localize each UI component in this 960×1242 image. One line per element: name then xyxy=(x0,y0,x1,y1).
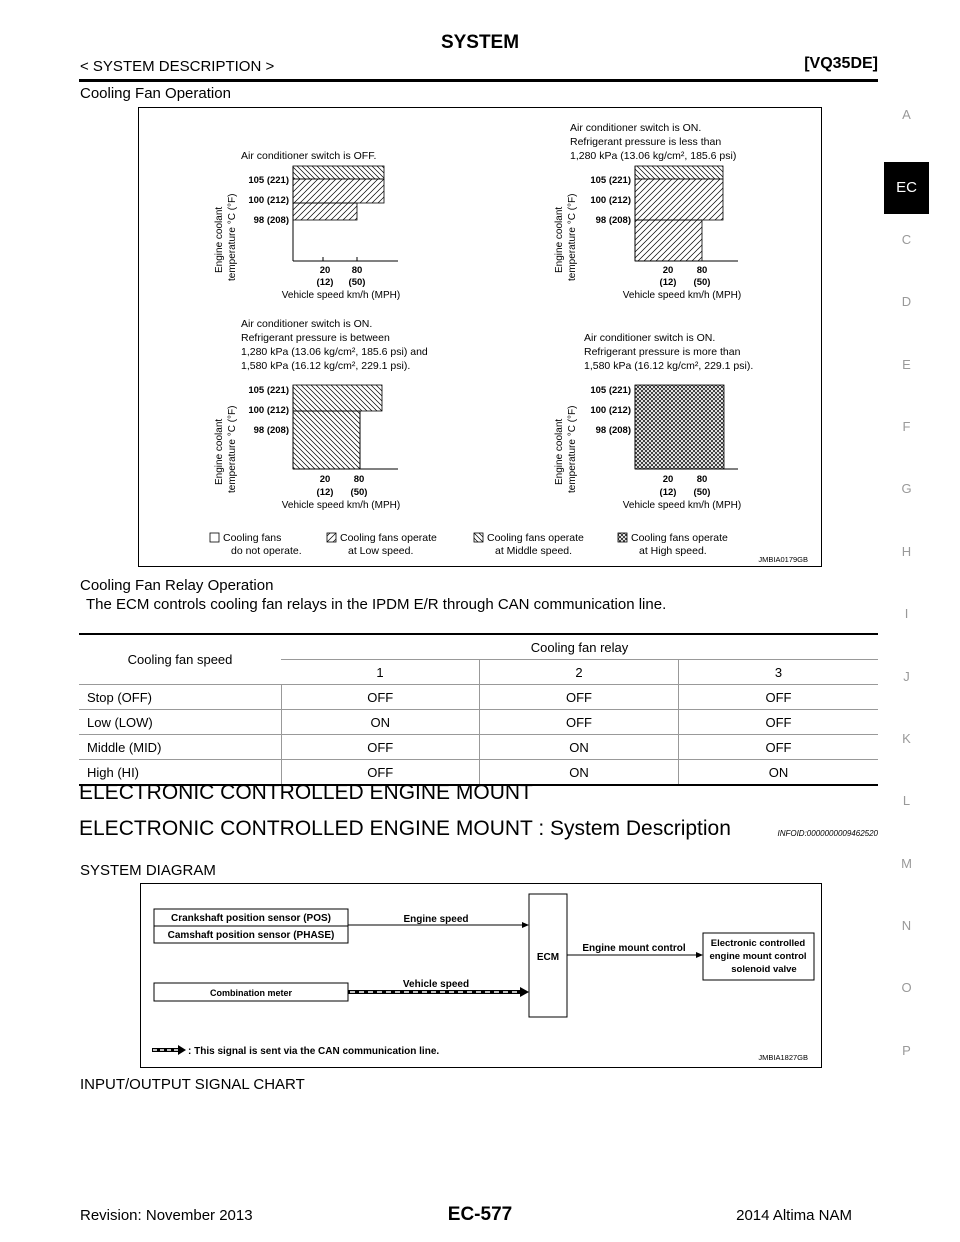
section-subheading-system-description: ELECTRONIC CONTROLLED ENGINE MOUNT : System Description xyxy=(79,817,731,840)
legend-swatch-high xyxy=(618,533,627,542)
legend-label: Cooling fans operate xyxy=(340,532,437,544)
table-row xyxy=(79,710,878,735)
legend-label: at High speed. xyxy=(639,545,707,557)
chart2-mid-band xyxy=(635,166,723,179)
footer-revision: Revision: November 2013 xyxy=(80,1207,253,1224)
chart3-xlabel: Vehicle speed km/h (MPH) xyxy=(281,500,401,511)
sidebar-item[interactable]: H xyxy=(901,543,912,559)
sidebar-item[interactable]: M xyxy=(901,855,912,871)
cam-sensor-label: Camshaft position sensor (PHASE) xyxy=(167,930,335,941)
chart3-caption: Refrigerant pressure is between xyxy=(241,332,390,344)
table-header-relay-num: 1 xyxy=(281,660,480,685)
table-cell: OFF xyxy=(480,710,679,735)
sidebar-index xyxy=(884,100,929,1098)
chart4-caption: 1,580 kPa (16.12 kg/cm², 229.1 psi). xyxy=(584,360,754,372)
chart3-caption: 1,280 kPa (13.06 kg/cm², 185.6 psi) and xyxy=(241,346,428,358)
crank-sensor-label: Crankshaft position sensor (POS) xyxy=(170,913,332,924)
chart4-ytick: 98 (208) xyxy=(595,425,631,436)
chart4-ytick: 100 (212) xyxy=(590,405,631,416)
info-id: INFOID:0000000009462520 xyxy=(777,829,878,838)
system-diagram xyxy=(140,883,822,1068)
chart3-ylabel: temperature °C (°F) xyxy=(227,405,238,493)
sidebar-item[interactable]: L xyxy=(902,793,911,809)
chart2-caption: Air conditioner switch is ON. xyxy=(570,122,702,134)
chart3-mid-upper xyxy=(293,385,382,411)
chart4-caption: Air conditioner switch is ON. xyxy=(584,332,716,344)
table-cell: OFF xyxy=(679,735,879,760)
sidebar-item-active[interactable]: EC xyxy=(884,162,929,214)
section-heading-relay-operation: Cooling Fan Relay Operation xyxy=(80,577,274,594)
chart4-xtick: 80 xyxy=(696,474,708,485)
chart1-xlabel: Vehicle speed km/h (MPH) xyxy=(281,290,401,301)
chart1-ylabel: Engine coolant xyxy=(214,206,225,273)
chart3-ytick: 105 (221) xyxy=(248,385,289,396)
chart2-ytick: 105 (221) xyxy=(590,175,631,186)
sidebar-item[interactable]: A xyxy=(902,107,911,122)
chart2-caption: Refrigerant pressure is less than xyxy=(570,136,722,148)
footer-model: 2014 Altima NAM xyxy=(736,1207,852,1224)
sidebar-item[interactable]: K xyxy=(902,730,911,746)
chart4-xtick: 20 xyxy=(662,474,674,485)
solenoid-valve-label: Electronic controlled xyxy=(710,938,806,949)
table-cell: OFF xyxy=(281,735,480,760)
legend-label: at Middle speed. xyxy=(495,545,573,557)
chart3-xtick: 80 xyxy=(353,474,365,485)
chart3-mid-lower xyxy=(293,411,360,469)
legend-label: Cooling fans operate xyxy=(487,532,584,544)
table-cell: ON xyxy=(480,735,679,760)
chart3-xtick: 20 xyxy=(319,474,331,485)
page-title: SYSTEM xyxy=(440,32,520,53)
sidebar-item[interactable]: F xyxy=(902,418,911,434)
solenoid-valve-label: engine mount control xyxy=(709,951,807,962)
chart1-low-lower xyxy=(293,203,357,220)
chart3-ytick: 98 (208) xyxy=(253,425,289,436)
chart2-ytick: 100 (212) xyxy=(590,195,631,206)
legend-label: Cooling fans operate xyxy=(631,532,728,544)
chart2-ylabel: temperature °C (°F) xyxy=(567,193,578,281)
legend-label: at Low speed. xyxy=(348,545,414,557)
table-cell: ON xyxy=(480,760,679,786)
solenoid-valve-label: solenoid valve xyxy=(731,964,797,975)
chart4-ylabel: Engine coolant xyxy=(554,418,565,485)
table-cell: OFF xyxy=(679,685,879,710)
chart1-low-upper xyxy=(293,179,384,203)
page-number: EC-577 xyxy=(447,1204,513,1225)
legend-swatch-none xyxy=(210,533,219,542)
diagram-code: JMBIA1827GB xyxy=(758,1053,808,1062)
mount-control-label: Engine mount control xyxy=(582,943,686,954)
table-cell: ON xyxy=(281,710,480,735)
chart2-low-upper xyxy=(635,179,723,220)
chart2-ylabel: Engine coolant xyxy=(554,206,565,273)
header-rule xyxy=(79,79,878,82)
chart2-xtick: 80 xyxy=(696,265,708,276)
legend-label: Cooling fans xyxy=(223,532,282,544)
chart4-ytick: 105 (221) xyxy=(590,385,631,396)
chart2-xtick: (50) xyxy=(693,277,711,288)
table-cell: Stop (OFF) xyxy=(79,685,281,710)
chart1-ytick: 98 (208) xyxy=(253,215,289,226)
table-cell: Middle (MID) xyxy=(79,735,281,760)
table-cell: ON xyxy=(679,760,879,786)
combination-meter-label: Combination meter xyxy=(209,988,293,998)
chart2-xlabel: Vehicle speed km/h (MPH) xyxy=(622,290,742,301)
chart2-caption: 1,280 kPa (13.06 kg/cm², 185.6 psi) xyxy=(570,150,737,162)
chart2-ytick: 98 (208) xyxy=(595,215,631,226)
chart3-xtick: (50) xyxy=(350,487,368,498)
table-header-speed: Cooling fan speed xyxy=(79,634,281,685)
sidebar-item[interactable]: G xyxy=(901,481,912,497)
figure-code: JMBIA0179GB xyxy=(758,555,808,564)
chart3-ylabel: Engine coolant xyxy=(214,418,225,485)
relay-description: The ECM controls cooling fan relays in the IPDM E/R through CAN communication line. xyxy=(86,596,667,613)
table-header-relay-num: 3 xyxy=(679,660,879,685)
section-heading-cooling-fan-operation: Cooling Fan Operation xyxy=(80,85,231,102)
table-cell: OFF xyxy=(281,760,480,786)
table-cell: OFF xyxy=(679,710,879,735)
io-chart-heading: INPUT/OUTPUT SIGNAL CHART xyxy=(80,1076,305,1093)
chart3-ytick: 100 (212) xyxy=(248,405,289,416)
chart3-xtick: (12) xyxy=(316,487,334,498)
engine-speed-label: Engine speed xyxy=(403,914,469,925)
chart2-xtick: (12) xyxy=(659,277,677,288)
chart4-ylabel: temperature °C (°F) xyxy=(567,405,578,493)
chart1-caption: Air conditioner switch is OFF. xyxy=(241,150,377,162)
chart1-xtick: 20 xyxy=(319,265,331,276)
table-cell: Low (LOW) xyxy=(79,710,281,735)
sidebar-item[interactable]: J xyxy=(903,668,910,684)
can-legend-label: : This signal is sent via the CAN communication line. xyxy=(188,1046,440,1057)
relay-table xyxy=(79,633,878,786)
cooling-fan-figure xyxy=(138,107,822,567)
chart1-ytick: 100 (212) xyxy=(248,195,289,206)
table-row xyxy=(79,685,878,710)
chart2-low-lower xyxy=(635,220,702,261)
chart4-xtick: (12) xyxy=(659,487,677,498)
chart1-xtick: 80 xyxy=(351,265,363,276)
chart4-high-band xyxy=(635,385,724,469)
engine-code: [VQ35DE] xyxy=(804,55,878,72)
sidebar-item[interactable]: E xyxy=(902,356,911,372)
chart1-xtick: (50) xyxy=(348,277,366,288)
table-cell: OFF xyxy=(480,685,679,710)
table-cell: OFF xyxy=(281,685,480,710)
table-header-relay-num: 2 xyxy=(480,660,679,685)
vehicle-speed-label: Vehicle speed xyxy=(402,979,470,990)
chart4-xtick: (50) xyxy=(693,487,711,498)
sidebar-item[interactable]: N xyxy=(901,918,912,934)
chart2-xtick: 20 xyxy=(662,265,674,276)
legend-label: do not operate. xyxy=(231,545,302,557)
system-diagram-heading: SYSTEM DIAGRAM xyxy=(80,862,216,879)
table-cell: High (HI) xyxy=(79,760,281,786)
chart4-xlabel: Vehicle speed km/h (MPH) xyxy=(622,500,742,511)
sidebar-item[interactable]: D xyxy=(901,294,912,310)
chart3-caption: Air conditioner switch is ON. xyxy=(241,318,373,330)
legend-swatch-low xyxy=(327,533,336,542)
sidebar-item[interactable]: C xyxy=(901,231,912,247)
chart1-ytick: 105 (221) xyxy=(248,175,289,186)
ecm-label: ECM xyxy=(536,952,560,963)
chart4-caption: Refrigerant pressure is more than xyxy=(584,346,741,358)
sidebar-item[interactable]: P xyxy=(902,1042,911,1058)
table-header-relay: Cooling fan relay xyxy=(281,634,878,660)
chart3-caption: 1,580 kPa (16.12 kg/cm², 229.1 psi). xyxy=(241,360,411,372)
chart1-ylabel: temperature °C (°F) xyxy=(227,193,238,281)
table-row xyxy=(79,735,878,760)
chart1-xtick: (12) xyxy=(316,277,334,288)
legend-swatch-mid xyxy=(474,533,483,542)
section-label: < SYSTEM DESCRIPTION > xyxy=(80,58,275,75)
sidebar-item[interactable]: I xyxy=(904,606,909,622)
section-heading-engine-mount: ELECTRONIC CONTROLLED ENGINE MOUNT xyxy=(79,781,533,804)
chart1-mid-band xyxy=(293,166,384,179)
sidebar-item[interactable]: O xyxy=(901,980,912,996)
